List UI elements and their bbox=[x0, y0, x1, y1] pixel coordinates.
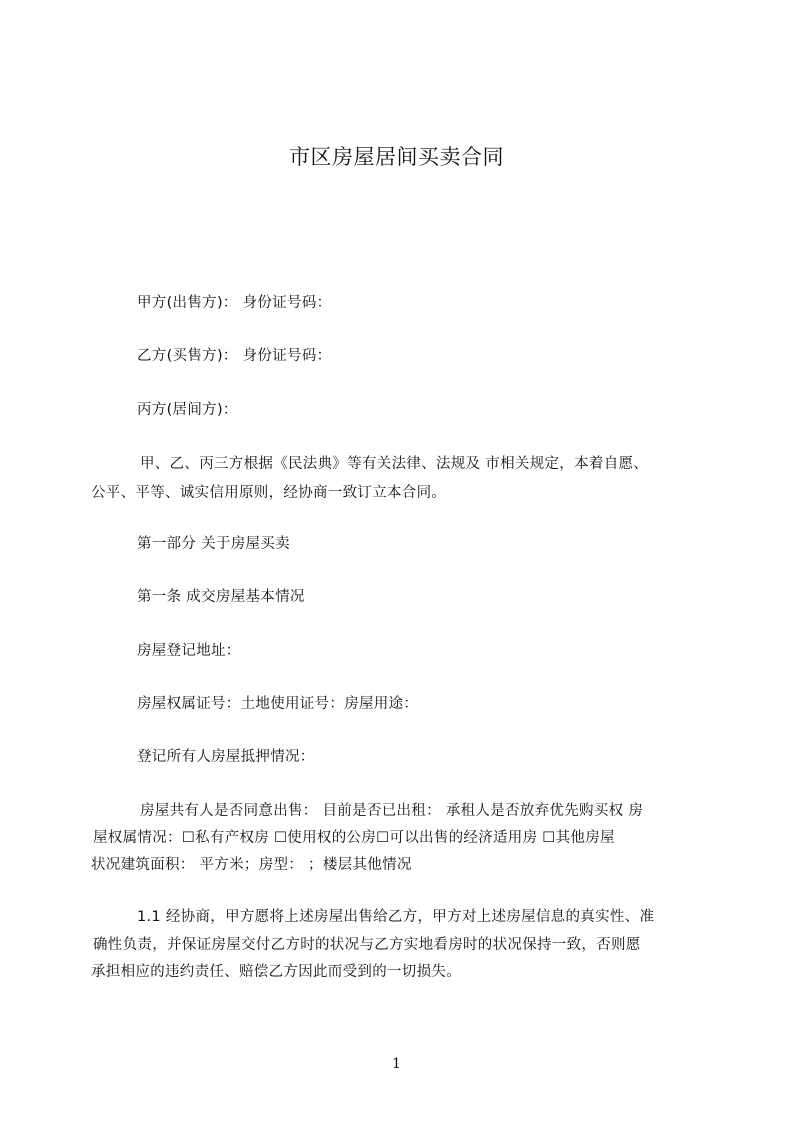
preamble-line-2: 公平、平等、诚实信用原则，经协商一致订立本合同。 bbox=[91, 485, 447, 501]
coowner-line-3: 状况建筑面积： 平方米；房型： ；楼层其他情况 bbox=[91, 857, 412, 873]
party-a-line: 甲方(出售方)： 身份证号码： bbox=[137, 295, 332, 311]
page-number: 1 bbox=[392, 1056, 401, 1072]
article-one-heading: 第一条 成交房屋基本情况 bbox=[137, 589, 305, 605]
mortgage-line: 登记所有人房屋抵押情况： bbox=[137, 749, 315, 765]
clause-1-1-line-3: 承担相应的违约责任、赔偿乙方因此而受到的一切损失。 bbox=[91, 964, 461, 980]
part-one-heading: 第一部分 关于房屋买卖 bbox=[137, 536, 290, 552]
ownership-line: 房屋权属证号：土地使用证号：房屋用途： bbox=[137, 696, 419, 712]
document-title: 市区房屋居间买卖合同 bbox=[289, 145, 504, 169]
coowner-line-1: 房屋共有人是否同意出售： 目前是否已出租： 承租人是否放弃优先购买权 房 bbox=[140, 803, 644, 819]
clause-1-1-line-1: 1.1 经协商，甲方愿将上述房屋出售给乙方，甲方对上述房屋信息的真实性、准 bbox=[137, 909, 655, 925]
clause-1-1-line-2: 确性负责，并保证房屋交付乙方时的状况与乙方实地看房时的状况保持一致，否则愿 bbox=[93, 937, 641, 953]
party-b-line: 乙方(买售方)： 身份证号码： bbox=[137, 348, 332, 364]
house-address-line: 房屋登记地址： bbox=[137, 643, 241, 659]
preamble-line-1: 甲、乙、丙三方根据《民法典》等有关法律、法规及 市相关规定，本着自愿、 bbox=[140, 456, 649, 472]
party-c-line: 丙方(居间方)： bbox=[137, 402, 238, 418]
coowner-line-2: 屋权属情况：☐私有产权房 ☐使用权的公房☐可以出售的经济适用房 ☐其他房屋 bbox=[93, 830, 615, 846]
